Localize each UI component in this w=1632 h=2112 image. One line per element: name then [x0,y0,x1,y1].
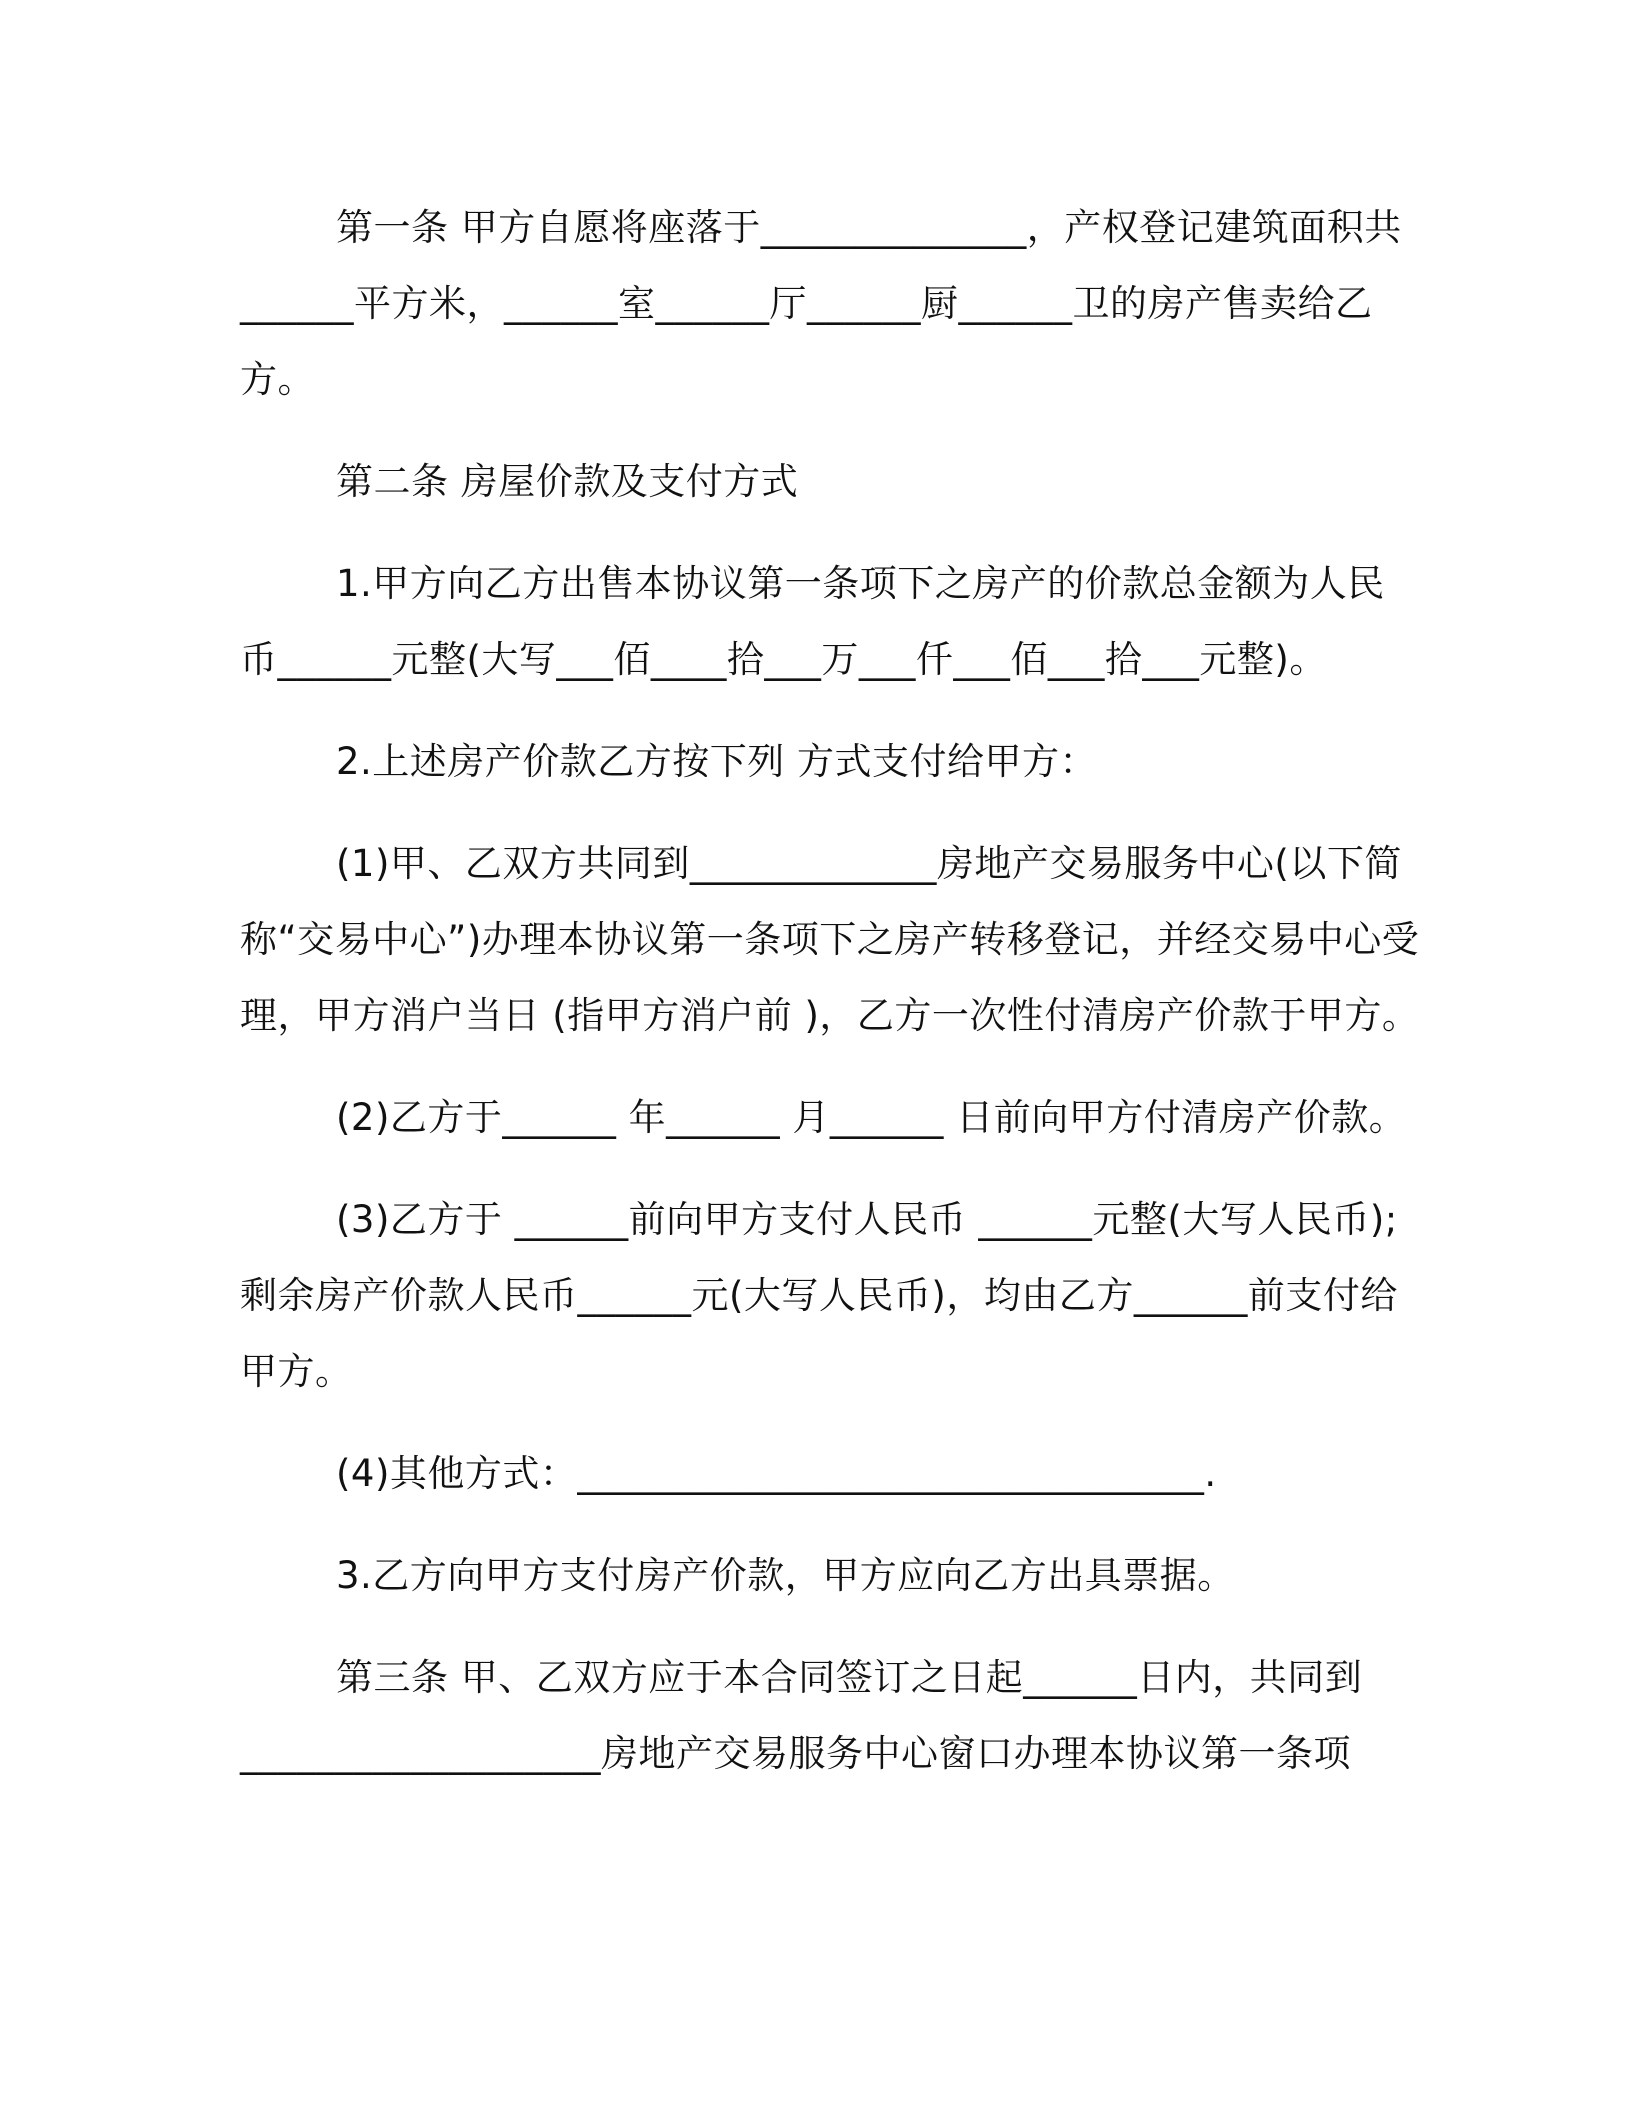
paragraph-article-3: 第三条 甲、乙双方应于本合同签订之日起______日内，共同到___________________房地产交易服务中心窗口办理本协议第一条项 [240,1656,1363,1775]
paragraph-total-price: 1.甲方向乙方出售本协议第一条项下之房产的价款总金额为人民币______元整(大写___佰____拾___万___仟___佰___拾___元整)。 [240,562,1385,681]
paragraph-article-1: 第一条 甲方自愿将座落于______________，产权登记建筑面积共______平方米，______室______厅______厨______卫的房产售卖给乙方。 [240,206,1402,401]
paragraph-method-2: (2)乙方于______ 年______ 月______ 日前向甲方付清房产价款。 [336,1096,1407,1139]
paragraph-method-4: (4)其他方式：_________________________________. [336,1452,1217,1495]
paragraph-method-1: (1)甲、乙双方共同到_____________房地产交易服务中心(以下简称“交易中心”)办理本协议第一条项下之房产转移登记，并经交易中心受理，甲方消户当日 (指甲方消户前 )，乙方一次性付清房产价款于甲方。 [240,842,1420,1037]
paragraph-payment-methods: 2.上述房产价款乙方按下列 方式支付给甲方： [336,740,1098,783]
paragraph-receipt: 3.乙方向甲方支付房产价款，甲方应向乙方出具票据。 [336,1554,1235,1597]
paragraph-article-2-heading: 第二条 房屋价款及支付方式 [336,460,799,503]
paragraph-method-3: (3)乙方于 ______前向甲方支付人民币 ______元整(大写人民币);剩余房产价款人民币______元(大写人民币)，均由乙方______前支付给甲方。 [240,1198,1398,1393]
document-body [240,190,1420,1818]
